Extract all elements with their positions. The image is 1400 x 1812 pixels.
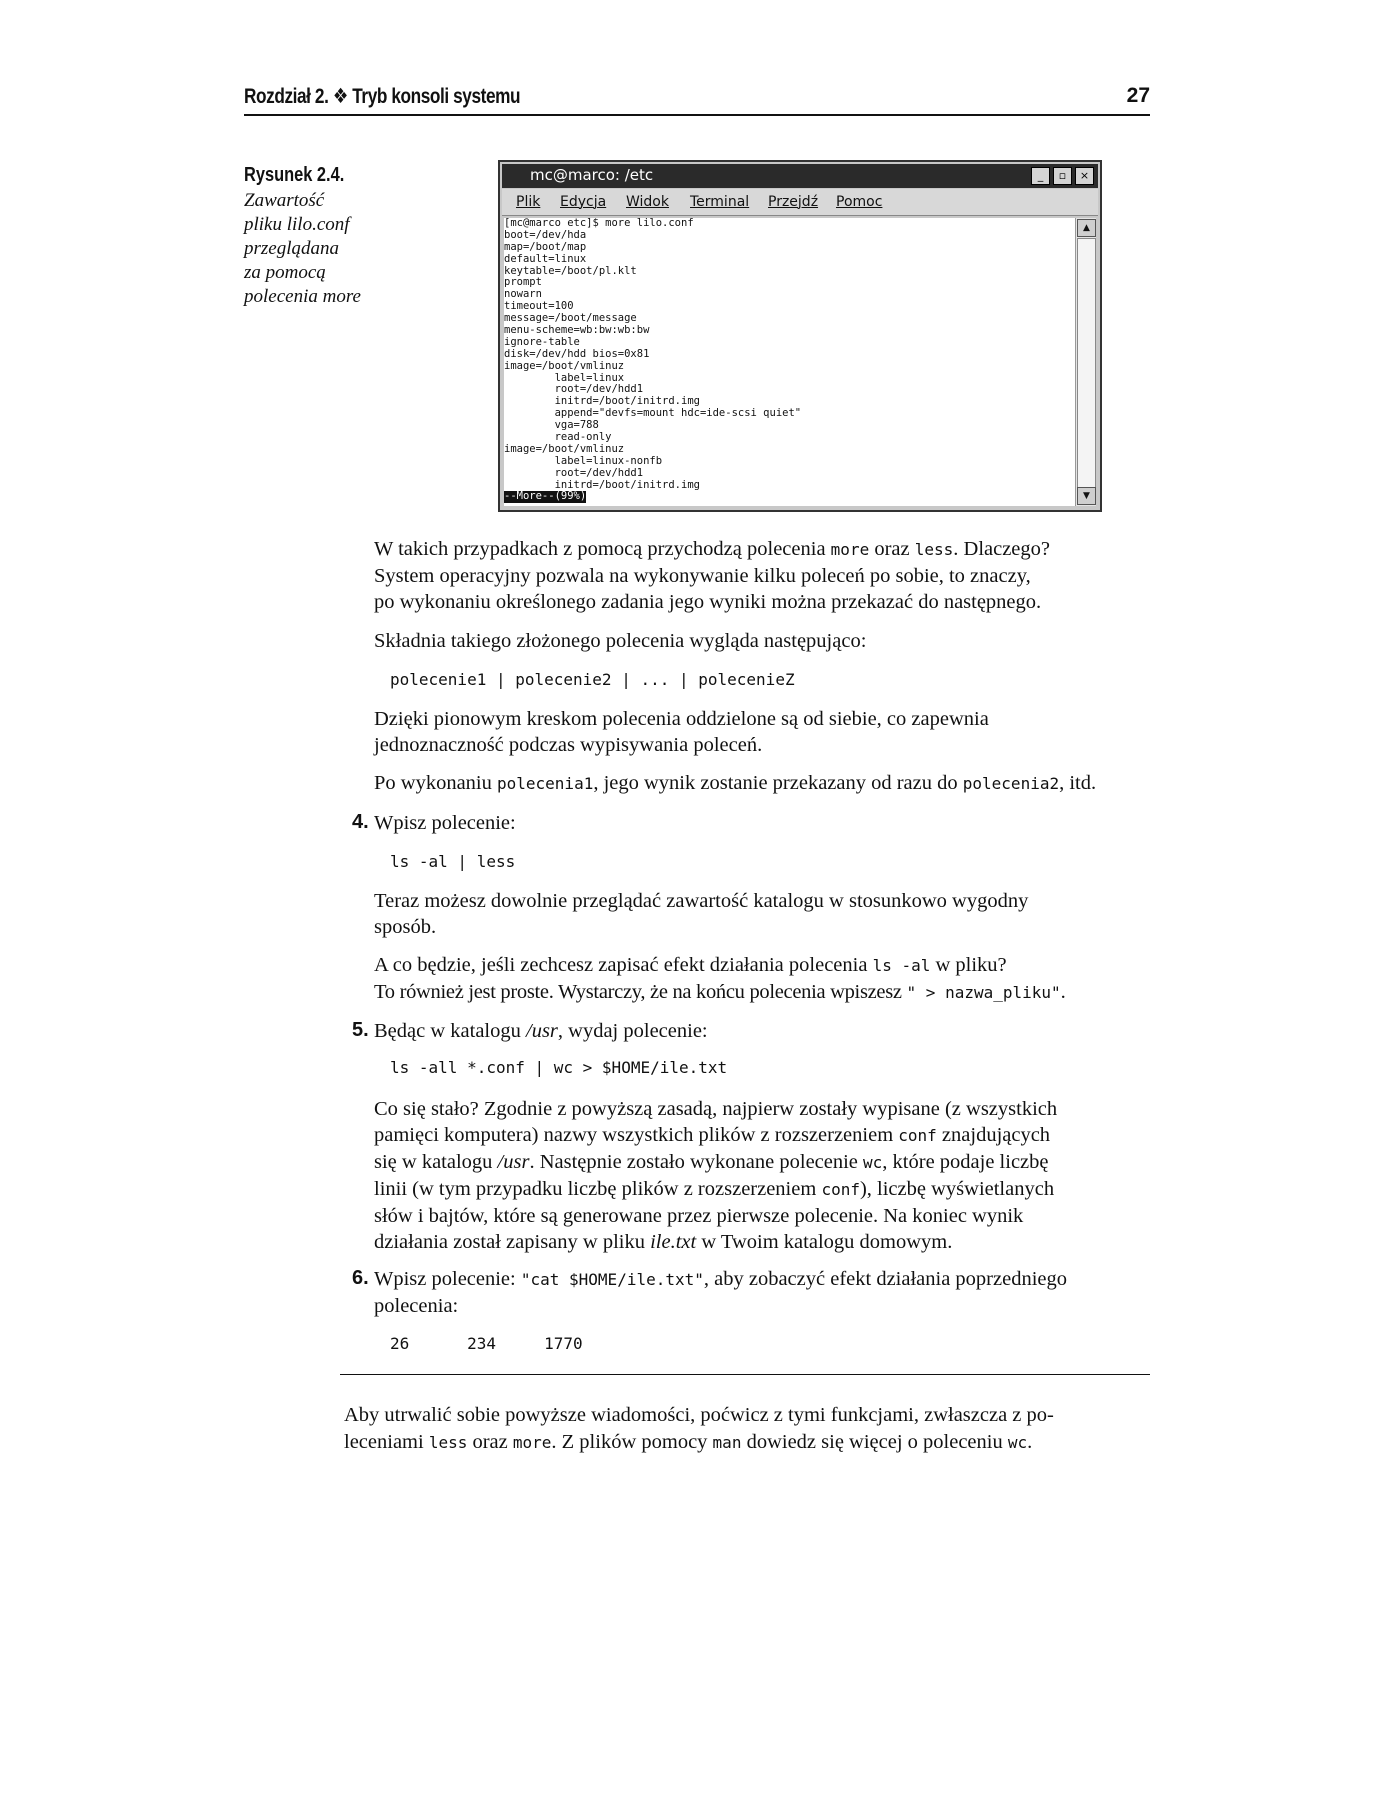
text: po wykonaniu określonego zadania jego wyniki można przekazać do następnego. [374,591,1042,613]
inline-code: wc [1007,1433,1028,1452]
running-header [244,84,1150,116]
terminal-line: default=linux [504,252,587,265]
scrollbar[interactable] [1075,218,1096,506]
summary-paragraph [344,1402,1150,1456]
code-block-syntax: polecenie1 | polecenie2 | ... | polecenieZ [390,670,795,689]
inline-code: man [712,1433,742,1452]
menu-terminal[interactable]: Terminal [690,194,750,210]
text: sposób. [374,916,437,938]
text: Po wykonaniu [374,772,497,794]
terminal-line: ignore-table [504,335,580,348]
text: polecenia: [374,1295,459,1317]
inline-code: more [830,540,870,559]
inline-code: conf [821,1180,860,1199]
paragraph-explanation [374,1096,1174,1255]
text: Będąc w katalogu [374,1020,526,1042]
path-name: /usr [526,1020,558,1042]
terminal-line: message=/boot/message [504,312,637,325]
text: System operacyjny pozwala na wykonywanie kilku poleceń po sobie, to znaczy, [374,565,1031,587]
text: słów i bajtów, które są generowane przez pierwsze polecenie. Na koniec wynik [374,1205,1024,1227]
inline-code: " > nazwa_pliku" [906,983,1061,1002]
maximize-button[interactable]: ▫ [1053,167,1072,185]
paragraph-redirect [374,952,1174,1006]
terminal-line: initrd=/boot/initrd.img [504,478,700,491]
text: . [1027,1431,1033,1453]
inline-code: polecenia2 [962,774,1060,793]
text: w Twoim katalogu domowym. [696,1231,953,1253]
paragraph-syntax: Składnia takiego złożonego polecenia wygląda następująco: [374,630,867,652]
code-block-output: 26 234 1770 [390,1334,583,1353]
terminal-line: root=/dev/hdd1 [504,383,644,396]
terminal-line: append="devfs=mount hdc=ide-scsi quiet" [504,407,802,420]
text: się w katalogu [374,1151,498,1173]
text: Co się stało? Zgodnie z powyższą zasadą, najpierw zostały wypisane (z wszystkich [374,1098,1058,1120]
terminal-line: nowarn [504,288,542,301]
text: ), liczbę wyświetlanych [859,1178,1055,1200]
text: To również jest proste. Wystarczy, że na końcu polecenia wpiszesz [374,981,907,1003]
step-4-text: Wpisz polecenie: [374,812,516,834]
text: oraz [467,1431,513,1453]
terminal-line: initrd=/boot/initrd.img [504,395,700,408]
menu-edycja[interactable]: Edycja [560,194,607,210]
page-number: 27 [1126,84,1150,107]
terminal-line: disk=/dev/hdd bios=0x81 [504,347,650,360]
terminal-output[interactable] [504,218,1076,506]
text: , aby zobaczyć efekt działania poprzedniego [703,1268,1068,1290]
terminal-window [498,160,1102,512]
window-title: mc@marco: /etc [530,166,654,184]
text: pamięci komputera) nazwy wszystkich plików z rozszerzeniem [374,1124,899,1146]
text: dowiedz się więcej o poleceniu [741,1431,1008,1453]
text: leceniami [344,1431,429,1453]
text: Wpisz polecenie: [374,1268,521,1290]
text: , jego wynik zostanie przekazany od razu do [593,772,963,794]
figure-desc-3: przeglądana [244,238,339,259]
terminal-line: read-only [504,431,612,444]
text: . Dlaczego? [953,538,1051,560]
inline-code: ls -al [872,956,931,975]
terminal-line: timeout=100 [504,300,574,313]
text: . Z plików pomocy [551,1431,713,1453]
terminal-line: image=/boot/vmlinuz [504,442,625,455]
more-prompt-line [504,491,1076,503]
paragraph-result [374,770,1164,797]
title-bar[interactable] [502,164,1098,188]
terminal-line: map=/boot/map [504,240,587,253]
text: , które podaje liczbę [882,1151,1049,1173]
more-prompt: --More--(99%) [504,490,587,503]
step-number: 6. [352,1267,369,1289]
terminal-line: label=linux-nonfb [504,454,663,467]
code-block-wc: ls -all *.conf | wc > $HOME/ile.txt [390,1058,728,1077]
code-block-ls-less: ls -al | less [390,852,516,871]
paragraph-pipes [374,706,1164,758]
window-controls [1031,167,1094,185]
text: , wydaj polecenie: [557,1020,708,1042]
terminal-line: menu-scheme=wb:bw:wb:bw [504,324,650,337]
text: linii (w tym przypadku liczbę plików z rozszerzeniem [374,1178,822,1200]
text: oraz [869,538,915,560]
step-number: 5. [352,1019,369,1041]
terminal-line: root=/dev/hdd1 [504,466,644,479]
text: Teraz możesz dowolnie przeglądać zawartość katalogu w stosunkowo wygodny [374,890,1029,912]
paragraph-browse [374,888,1164,940]
paragraph-intro [374,536,1164,615]
menu-widok[interactable]: Widok [626,194,669,210]
terminal-line: [mc@marco etc]$ more lilo.conf [504,218,694,229]
terminal-line: image=/boot/vmlinuz [504,359,625,372]
step-6-text [374,1266,1164,1319]
figure-desc-5: polecenia more [244,286,361,307]
text: znajdujących [936,1124,1051,1146]
scroll-thumb[interactable] [1077,238,1096,488]
menu-plik[interactable]: Plik [516,194,541,210]
section-divider [340,1374,1150,1375]
text: działania został zapisany w pliku [374,1231,651,1253]
inline-code: wc [863,1153,883,1172]
text: Aby utrwalić sobie powyższe wiadomości, poćwicz z tymi funkcjami, zwłaszcza z po- [344,1404,1054,1426]
terminal-line: prompt [504,276,542,289]
figure-desc-1: Zawartość [244,190,325,211]
inline-code: polecenia1 [497,774,594,793]
figure-desc-4: za pomocą [244,262,326,283]
figure-desc-2: pliku lilo.conf [244,214,350,235]
inline-code: "cat $HOME/ile.txt" [520,1270,704,1289]
text: w pliku? [930,954,1007,976]
text: . Następnie zostało wykonane polecenie [529,1151,864,1173]
scroll-down-icon[interactable]: ▼ [1077,487,1096,505]
inline-code: more [512,1433,552,1452]
scroll-up-icon[interactable]: ▲ [1077,219,1096,237]
text: A co będzie, jeśli zechcesz zapisać efekt działania polecenia [374,954,873,976]
text: . [1060,981,1066,1003]
chapter-title: Rozdział 2. ❖ Tryb konsoli systemu [244,85,521,108]
menu-bar [502,189,1098,216]
figure-label: Rysunek 2.4. [244,164,345,186]
minimize-button[interactable]: _ [1031,167,1050,185]
terminal-line: boot=/dev/hda [504,228,587,241]
text: Dzięki pionowym kreskom polecenia oddzielone są od siebie, co zapewnia [374,708,989,730]
file-name: ile.txt [650,1231,697,1253]
step-number: 4. [352,811,369,833]
terminal-line: label=linux [504,371,625,384]
inline-code: less [428,1433,468,1452]
text: , itd. [1059,772,1097,794]
menu-pomoc[interactable]: Pomoc [836,194,883,210]
terminal-line: vga=788 [504,419,599,432]
inline-code: conf [898,1126,937,1145]
path-name: /usr [497,1151,530,1173]
text: jednoznaczność podczas wypisywania poleceń. [374,734,763,756]
step-5-text [374,1018,1164,1044]
terminal-line: keytable=/boot/pl.klt [504,264,637,277]
menu-przejdz[interactable]: Przejdź [768,194,819,210]
inline-code: less [914,540,954,559]
text: W takich przypadkach z pomocą przychodzą polecenia [374,538,831,560]
figure-caption [244,164,394,309]
close-button[interactable]: × [1075,167,1094,185]
